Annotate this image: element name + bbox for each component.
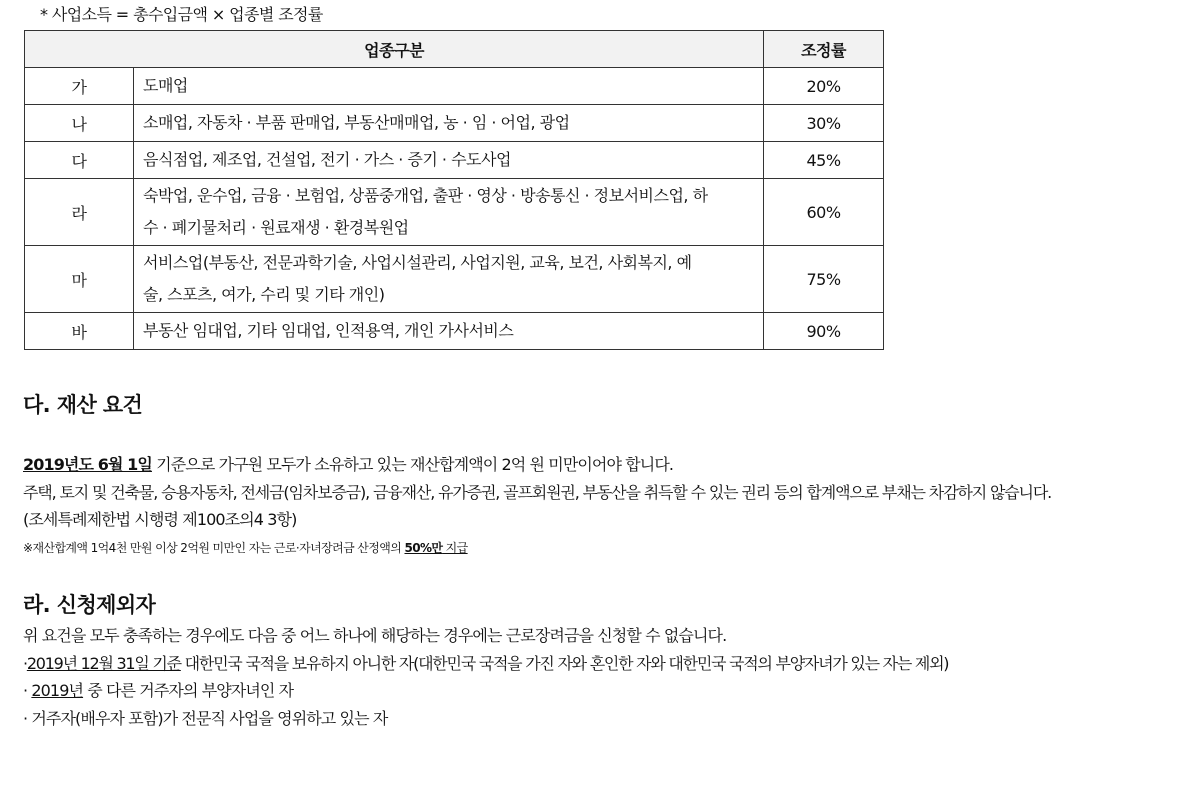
property-note-text: ※재산합계액 1억4천 만원 이상 2억원 미만인 자는 근로·자녀장려금 산정액의: [23, 541, 405, 555]
property-requirement-text: 기준으로 가구원 모두가 소유하고 있는 재산합계액이 2억 원 미만이어야 합니다.: [151, 455, 674, 474]
row-description: [134, 246, 764, 313]
exclusion-date: 2019년: [31, 681, 84, 700]
row-code: 마: [25, 246, 134, 313]
exclusion-item: [23, 651, 948, 674]
row-description-line: 술, 스포츠, 여가, 수리 및 기타 개인): [143, 285, 385, 304]
row-rate: 20%: [764, 68, 884, 105]
row-rate: 45%: [764, 142, 884, 179]
row-code: 바: [25, 313, 134, 350]
reference-date: 2019년도 6월 1일: [23, 455, 152, 474]
income-formula: * 사업소득 = 총수입금액 × 업종별 조정률: [40, 5, 323, 24]
row-rate: 60%: [764, 179, 884, 246]
row-description-line: 서비스업(부동산, 전문과학기술, 사업시설관리, 사업지원, 교육, 보건, 사회복지, 예: [143, 253, 692, 272]
row-description-line: 음식점업, 제조업, 건설업, 전기 · 가스 · 증기 · 수도사업: [143, 150, 511, 169]
property-scope-line: 주택, 토지 및 건축물, 승용자동차, 전세금(임차보증금), 금융재산, 유가증권, 골프회원권, 부동산을 취득할 수 있는 권리 등의 합계액으로 부채는 차감하지 않습니다.: [23, 483, 1052, 502]
table-row: [25, 105, 884, 142]
bullet: ·: [23, 654, 27, 673]
exclusion-text: 중 다른 거주자의 부양자녀인 자: [83, 681, 294, 700]
row-description-line: 도매업: [143, 76, 188, 95]
row-code: 나: [25, 105, 134, 142]
row-rate: 30%: [764, 105, 884, 142]
property-requirement-line: [23, 452, 673, 475]
exclusion-intro: 위 요건을 모두 충족하는 경우에도 다음 중 어느 하나에 해당하는 경우에는 근로장려금을 신청할 수 없습니다.: [23, 626, 727, 645]
table-header-row: [25, 31, 884, 68]
bullet: ·: [23, 681, 32, 700]
header-rate: 조정률: [764, 31, 884, 68]
row-code: 라: [25, 179, 134, 246]
row-description-line: 숙박업, 운수업, 금융 · 보험업, 상품중개업, 출판 · 영상 · 방송통신 · 정보서비스업, 하: [143, 186, 708, 205]
industry-rate-table: [24, 30, 884, 350]
table-row: [25, 142, 884, 179]
row-rate: 75%: [764, 246, 884, 313]
row-description-line: 수 · 폐기물처리 · 원료재생 · 환경복원업: [143, 218, 409, 237]
legal-reference: (조세특례제한법 시행령 제100조의4 3항): [23, 510, 297, 529]
property-note-suffix: 지급: [442, 541, 468, 555]
row-description-line: 부동산 임대업, 기타 임대업, 인적용역, 개인 가사서비스: [143, 321, 514, 340]
table-row: [25, 246, 884, 313]
row-description-line: 소매업, 자동차 · 부품 판매업, 부동산매매업, 농 · 임 · 어업, 광업: [143, 113, 570, 132]
row-rate: 90%: [764, 313, 884, 350]
table-row: [25, 179, 884, 246]
row-description: [134, 142, 764, 179]
exclusion-item: · 거주자(배우자 포함)가 전문직 사업을 영위하고 있는 자: [23, 709, 388, 728]
row-description: [134, 313, 764, 350]
row-description: [134, 105, 764, 142]
table-row: [25, 313, 884, 350]
row-code: 다: [25, 142, 134, 179]
exclusion-section-title: 라. 신청제외자: [23, 593, 156, 617]
exclusion-date: 2019년 12월 31일 기준: [26, 654, 181, 673]
property-note-emphasis: 50%만: [404, 541, 443, 555]
row-description: [134, 68, 764, 105]
exclusion-item: [23, 678, 293, 701]
exclusion-text: 대한민국 국적을 보유하지 아니한 자(대한민국 국적을 가진 자와 혼인한 자와 대한민국 국적의 부양자녀가 있는 자는 제외): [180, 654, 949, 673]
header-category: 업종구분: [25, 31, 764, 68]
property-section-title: 다. 재산 요건: [23, 393, 143, 417]
row-code: 가: [25, 68, 134, 105]
row-description: [134, 179, 764, 246]
table-row: [25, 68, 884, 105]
property-note: [23, 539, 468, 556]
